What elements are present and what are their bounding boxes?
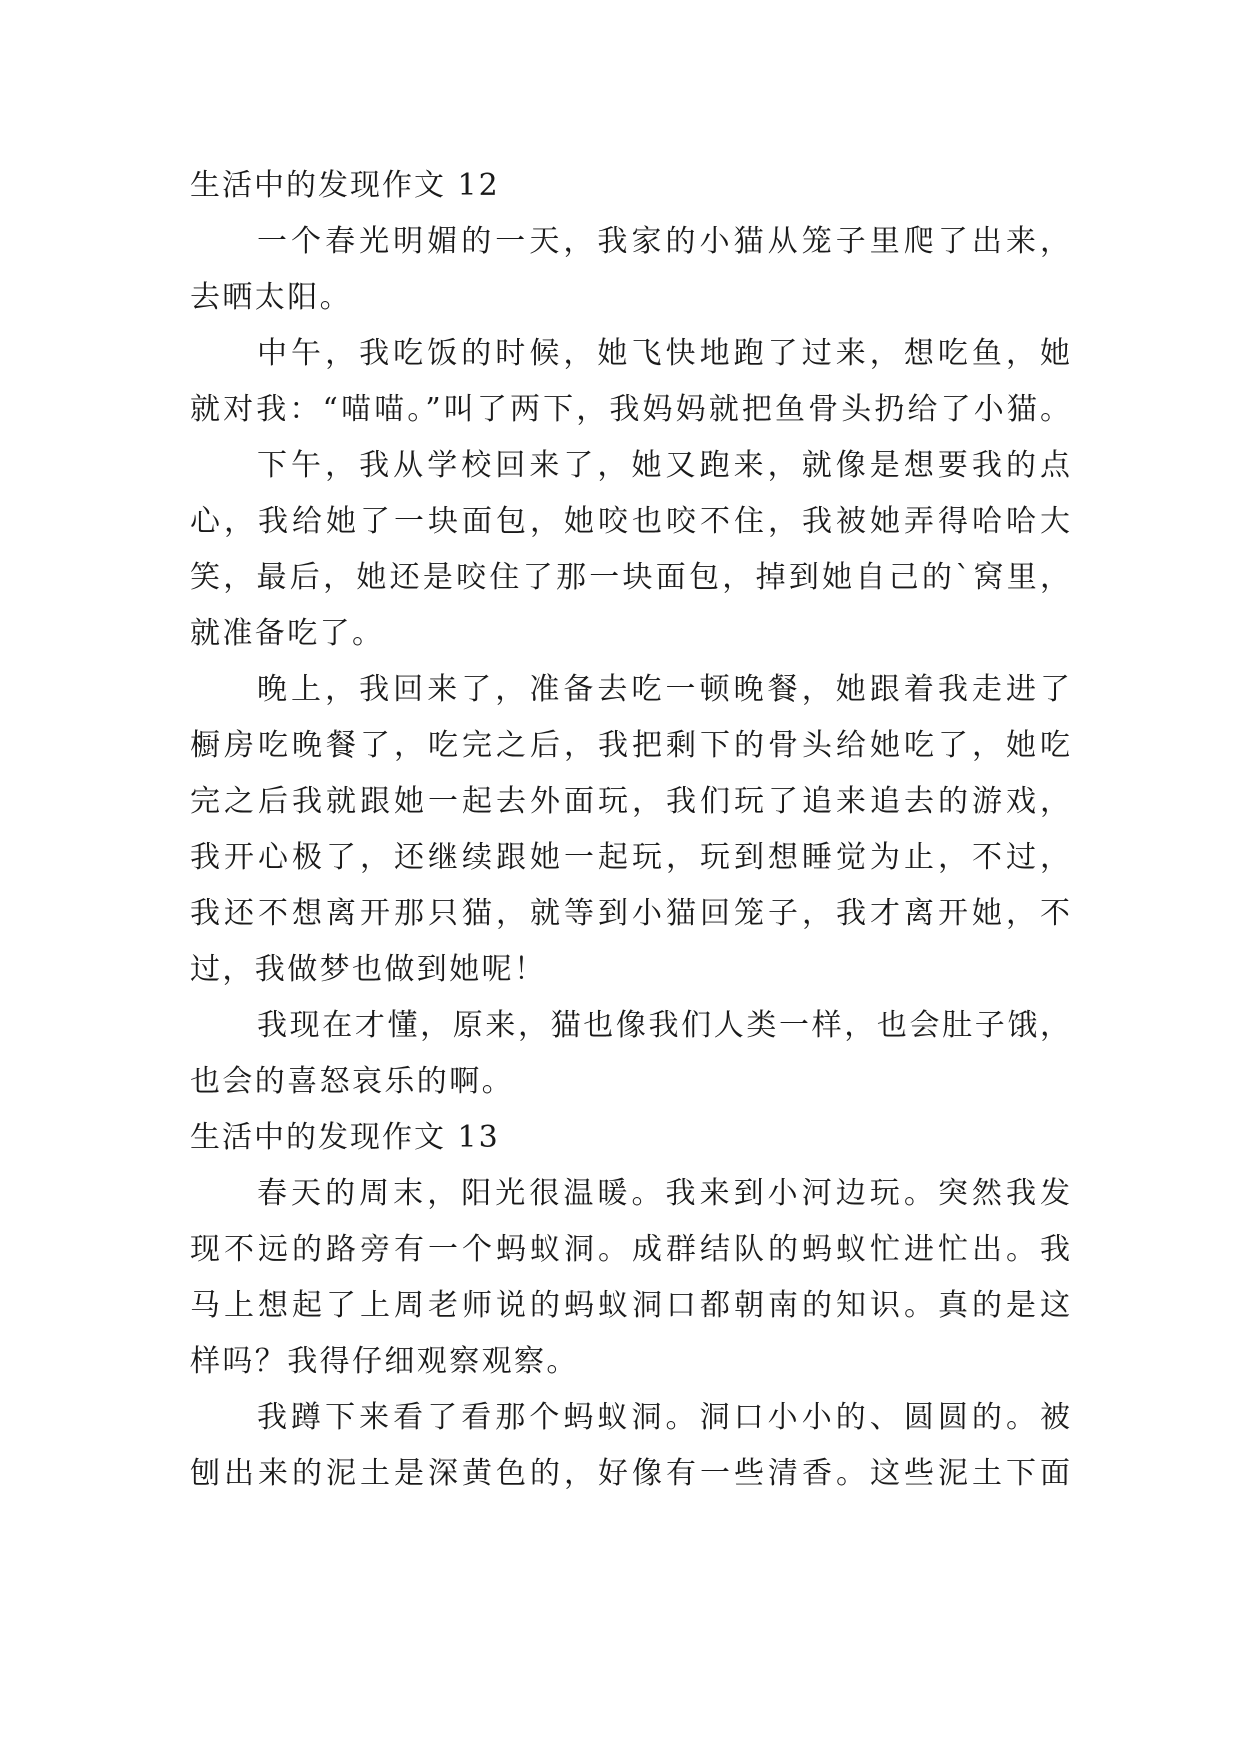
section-heading: 生活中的发现作文 13 bbox=[190, 1120, 500, 1155]
paragraph-line: 也会的喜怒哀乐的啊。 bbox=[190, 1064, 514, 1099]
paragraph-line: 完之后我就跟她一起去外面玩，我们玩了追来追去的游戏， bbox=[190, 784, 1070, 819]
paragraph-line: 我还不想离开那只猫，就等到小猫回笼子，我才离开她，不 bbox=[190, 896, 1070, 931]
paragraph-line: 晚上，我回来了，准备去吃一顿晚餐，她跟着我走进了 bbox=[257, 672, 1070, 707]
paragraph-line: 下午，我从学校回来了，她又跑来，就像是想要我的点 bbox=[257, 448, 1070, 483]
paragraph-line: 去晒太阳。 bbox=[190, 280, 352, 315]
paragraph-line: 春天的周末，阳光很温暖。我来到小河边玩。突然我发 bbox=[257, 1176, 1070, 1211]
paragraph-line: 我现在才懂，原来，猫也像我们人类一样，也会肚子饿， bbox=[257, 1008, 1070, 1043]
paragraph-line: 就准备吃了。 bbox=[190, 616, 385, 651]
paragraph-line: 橱房吃晚餐了，吃完之后，我把剩下的骨头给她吃了，她吃 bbox=[190, 728, 1070, 763]
paragraph-line: 马上想起了上周老师说的蚂蚁洞口都朝南的知识。真的是这 bbox=[190, 1288, 1070, 1323]
paragraph-line: 心，我给她了一块面包，她咬也咬不住，我被她弄得哈哈大 bbox=[190, 504, 1070, 539]
paragraph-line: 一个春光明媚的一天，我家的小猫从笼子里爬了出来， bbox=[257, 224, 1070, 259]
paragraph-line: 现不远的路旁有一个蚂蚁洞。成群结队的蚂蚁忙进忙出。我 bbox=[190, 1232, 1070, 1267]
paragraph-line: 刨出来的泥土是深黄色的，好像有一些清香。这些泥土下面 bbox=[190, 1456, 1070, 1491]
section-heading: 生活中的发现作文 12 bbox=[190, 168, 500, 203]
paragraph-line: 我开心极了，还继续跟她一起玩，玩到想睡觉为止，不过， bbox=[190, 840, 1070, 875]
paragraph-line: 我蹲下来看了看那个蚂蚁洞。洞口小小的、圆圆的。被 bbox=[257, 1400, 1070, 1435]
paragraph-line: 笑，最后，她还是咬住了那一块面包，掉到她自己的`窝里， bbox=[190, 560, 1070, 595]
paragraph-line: 中午，我吃饭的时候，她飞快地跑了过来，想吃鱼，她 bbox=[257, 336, 1070, 371]
paragraph-line: 就对我：“喵喵。”叫了两下，我妈妈就把鱼骨头扔给了小猫。 bbox=[190, 392, 1070, 427]
paragraph-line: 样吗？我得仔细观察观察。 bbox=[190, 1344, 579, 1379]
paragraph-line: 过，我做梦也做到她呢！ bbox=[190, 952, 547, 987]
